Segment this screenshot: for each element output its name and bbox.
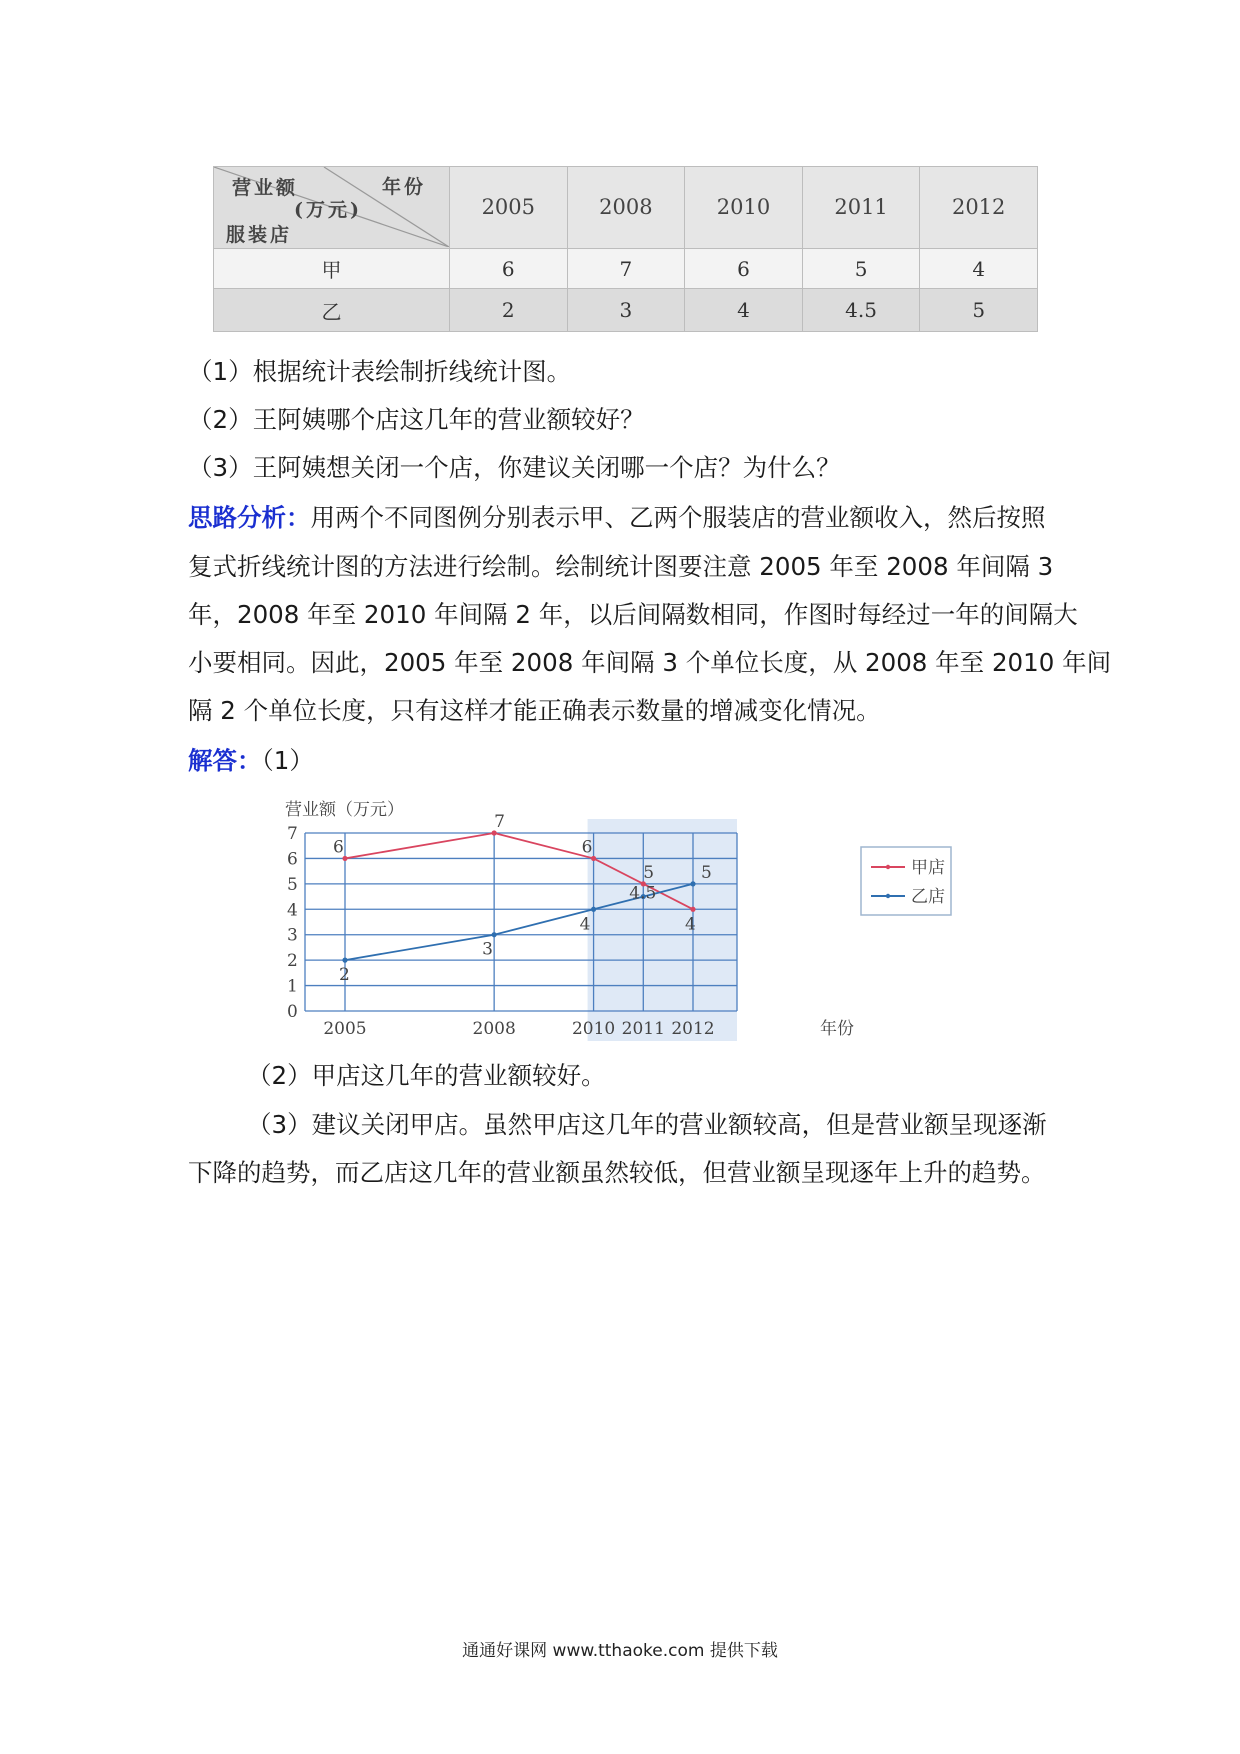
data-label: 7 (494, 812, 505, 832)
corner-year-label: 年份 (382, 176, 427, 198)
analysis-text: 用两个不同图例分别表示甲、乙两个服装店的营业额收入，然后按照 (310, 503, 1046, 532)
value-cell: 6 (450, 248, 568, 288)
year-header-2011: 2011 (802, 167, 920, 249)
value-cell: 3 (567, 289, 685, 332)
y-tick-label: 1 (287, 976, 298, 997)
y-tick-label: 5 (287, 874, 298, 895)
data-label: 4 (579, 914, 591, 935)
analysis-line-4: 小要相同。因此，2005 年至 2008 年间隔 3 个单位长度，从 2008 年至 2010 年间 (188, 648, 1112, 677)
data-label: 4.5 (629, 883, 657, 904)
statistics-table (213, 166, 1038, 332)
year-header-2012: 2012 (920, 167, 1038, 249)
analysis-line-3: 年，2008 年至 2010 年间隔 2 年，以后间隔数相同，作图时每经过一年的间隔大 (188, 600, 1078, 629)
y-axis-title: 营业额（万元） (285, 800, 404, 820)
analysis-label: 思路分析： (188, 503, 311, 532)
line-chart-svg (275, 787, 975, 1043)
value-cell: 2 (450, 289, 568, 332)
data-point (591, 907, 596, 912)
store-name-cell: 甲 (214, 248, 450, 288)
value-cell: 4.5 (802, 289, 920, 332)
answer-part3-line-1: （3）建议关闭甲店。虽然甲店这几年的营业额较高，但是营业额呈现逐渐 (247, 1110, 1047, 1139)
corner-unit-label: (万元) (294, 199, 362, 221)
data-label: 6 (333, 837, 344, 858)
x-axis-title: 年份 (820, 1019, 854, 1039)
answer-label: 解答： (188, 746, 262, 775)
data-point (690, 907, 695, 912)
value-cell: 4 (685, 289, 803, 332)
page-footer: 通通好课网 www.tthaoke.com 提供下载 (462, 1641, 778, 1661)
legend-label-yi: 乙店 (911, 887, 945, 907)
question-2: （2）王阿姨哪个店这几年的营业额较好？ (188, 405, 645, 434)
data-label: 6 (581, 837, 593, 858)
legend-label-jia: 甲店 (911, 858, 945, 878)
table-header-row (214, 167, 1038, 249)
answer-part2: （2）甲店这几年的营业额较好。 (247, 1061, 606, 1090)
year-header-2010: 2010 (685, 167, 803, 249)
year-header-2008: 2008 (567, 167, 685, 249)
y-tick-label: 4 (287, 900, 298, 921)
x-tick-label: 2010 (571, 1019, 616, 1039)
data-label: 5 (643, 862, 655, 883)
data-label: 5 (701, 862, 712, 883)
store-name-cell: 乙 (214, 289, 450, 332)
y-tick-label: 3 (287, 925, 298, 946)
x-tick-label: 2005 (323, 1019, 367, 1039)
data-label: 3 (482, 939, 493, 960)
legend-marker-jia (886, 865, 890, 869)
data-point (492, 932, 497, 937)
answer-heading (188, 746, 1068, 776)
data-point (690, 881, 695, 886)
value-cell: 5 (920, 289, 1038, 332)
x-tick-label: 2012 (671, 1019, 715, 1039)
x-tick-label: 2011 (621, 1019, 665, 1039)
corner-amount-label: 营业额 (232, 177, 299, 199)
y-tick-label: 7 (287, 824, 298, 844)
analysis-line-1 (188, 503, 1068, 533)
data-point (342, 958, 347, 963)
analysis-line-2: 复式折线统计图的方法进行绘制。绘制统计图要注意 2005 年至 2008 年间隔 3 (188, 552, 1054, 581)
table-corner-cell (214, 167, 450, 249)
table-row-yi (214, 289, 1038, 332)
x-tick-label: 2008 (472, 1019, 516, 1039)
shaded-band (588, 819, 737, 1041)
y-tick-label: 6 (287, 849, 298, 870)
table-row-jia (214, 248, 1038, 288)
answer-part3-line-2: 下降的趋势，而乙店这几年的营业额虽然较低，但营业额呈现逐年上升的趋势。 (188, 1158, 1046, 1187)
value-cell: 5 (802, 248, 920, 288)
y-tick-label: 0 (287, 1002, 298, 1022)
data-label: 2 (339, 965, 350, 986)
line-chart (275, 787, 975, 1043)
y-tick-label: 2 (287, 951, 298, 972)
legend (861, 847, 951, 915)
analysis-line-5: 隔 2 个单位长度，只有这样才能正确表示数量的增减变化情况。 (188, 696, 881, 725)
year-header-2005: 2005 (450, 167, 568, 249)
question-3: （3）王阿姨想关闭一个店，你建议关闭哪一个店？为什么？ (188, 453, 841, 482)
data-label: 4 (685, 914, 696, 935)
value-cell: 7 (567, 248, 685, 288)
value-cell: 6 (685, 248, 803, 288)
question-1: （1）根据统计表绘制折线统计图。 (188, 357, 572, 386)
legend-marker-yi (886, 894, 890, 898)
value-cell: 4 (920, 248, 1038, 288)
answer-part1: （1） (261, 746, 314, 775)
corner-store-label: 服装店 (226, 224, 293, 246)
